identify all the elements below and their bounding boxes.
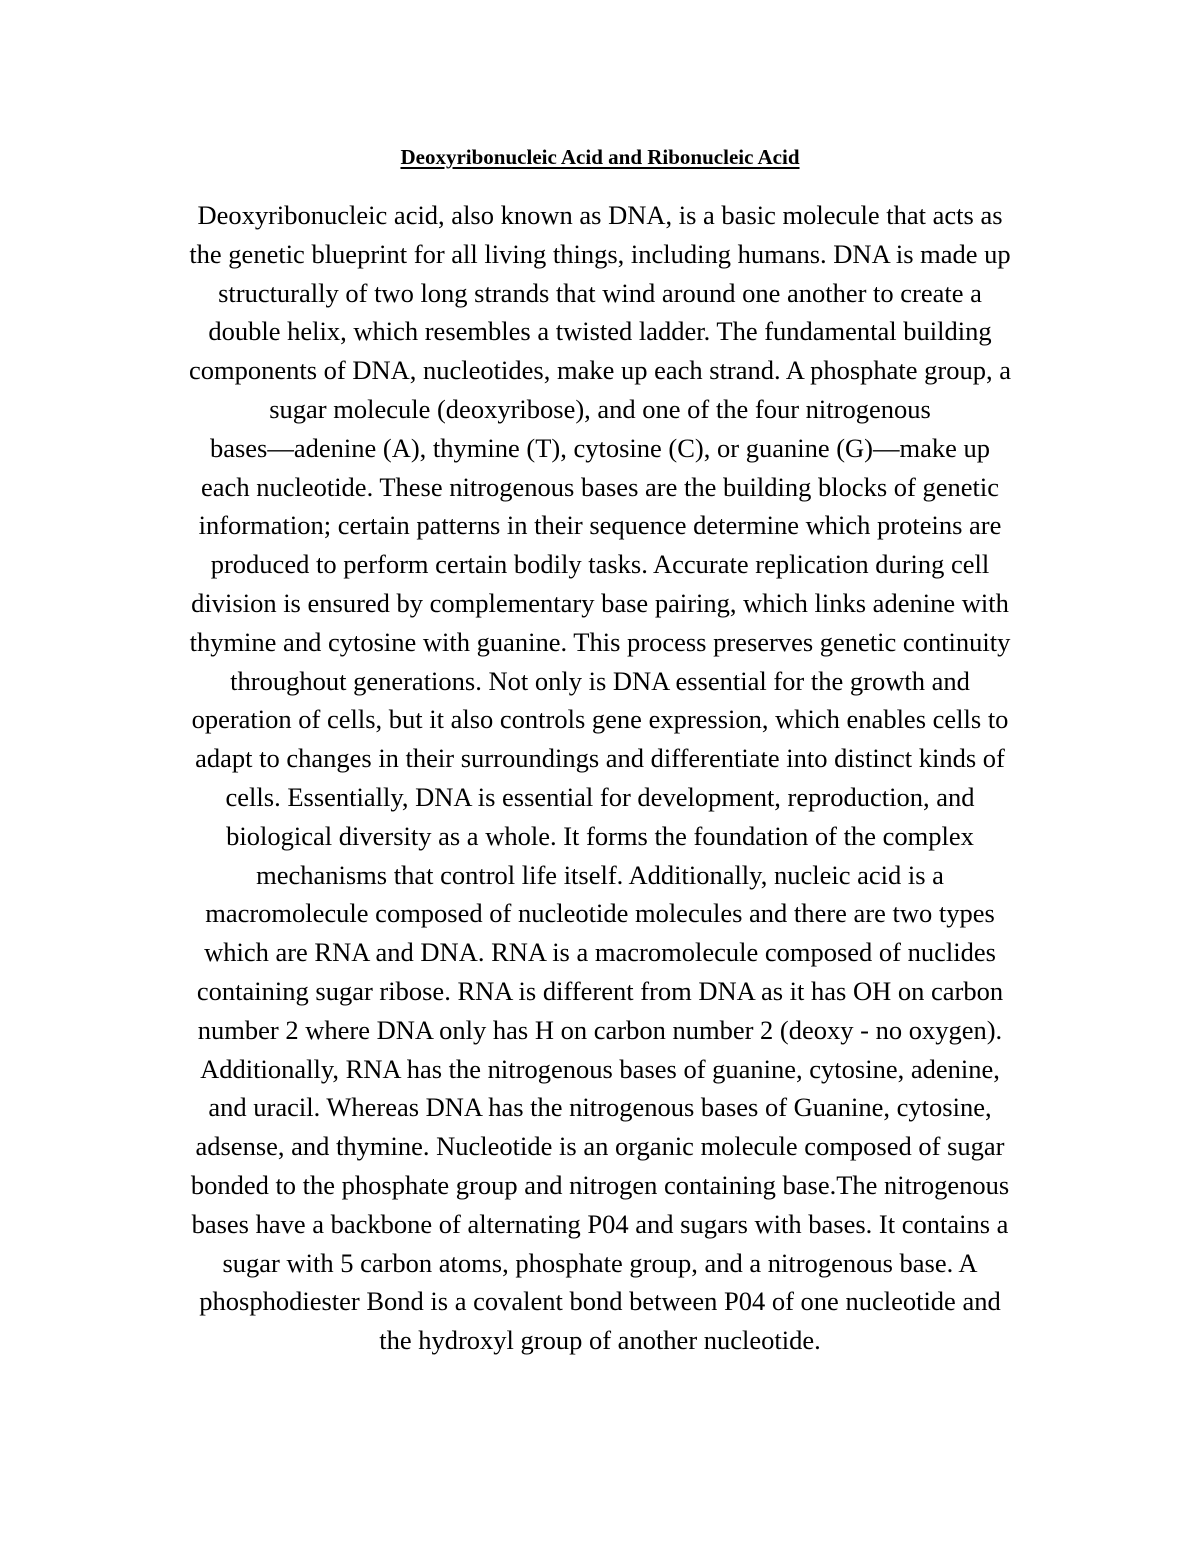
- body-line: containing sugar ribose. RNA is different from DNA as it has OH on carbon: [196, 975, 1004, 1006]
- body-line: the genetic blueprint for all living things, including humans. DNA is made up: [189, 238, 1011, 269]
- body-line: and uracil. Whereas DNA has the nitrogenous bases of Guanine, cytosine,: [208, 1092, 992, 1123]
- body-line: the hydroxyl group of another nucleotide.: [379, 1325, 821, 1356]
- body-line: double helix, which resembles a twisted ladder. The fundamental building: [208, 316, 992, 347]
- body-line: cells. Essentially, DNA is essential for development, reproduction, and: [225, 781, 975, 812]
- body-line: adsense, and thymine. Nucleotide is an organic molecule composed of sugar: [195, 1131, 1005, 1162]
- body-line: bases have a backbone of alternating P04 and sugars with bases. It contains a: [191, 1208, 1009, 1239]
- body-line: sugar with 5 carbon atoms, phosphate group, and a nitrogenous base. A: [222, 1247, 978, 1278]
- body-line: information; certain patterns in their sequence determine which proteins are: [198, 510, 1002, 541]
- body-line: sugar molecule (deoxyribose), and one of the four nitrogenous: [269, 393, 931, 424]
- body-line: phosphodiester Bond is a covalent bond between P04 of one nucleotide and: [199, 1286, 1001, 1317]
- body-line: bases—adenine (A), thymine (T), cytosine (C), or guanine (G)—make up: [209, 432, 991, 463]
- document-title: Deoxyribonucleic Acid and Ribonucleic Acid: [400, 145, 800, 169]
- body-line: which are RNA and DNA. RNA is a macromolecule composed of nuclides: [204, 937, 996, 968]
- body-line: mechanisms that control life itself. Additionally, nucleic acid is a: [256, 859, 944, 890]
- body-line: components of DNA, nucleotides, make up each strand. A phosphate group, a: [188, 355, 1012, 386]
- body-line: Additionally, RNA has the nitrogenous bases of guanine, cytosine, adenine,: [200, 1053, 1000, 1084]
- body-line: division is ensured by complementary base pairing, which links adenine with: [191, 587, 1009, 618]
- body-line: bonded to the phosphate group and nitrogen containing base.The nitrogenous: [190, 1169, 1010, 1200]
- document-body: [0, 196, 1200, 1360]
- body-line: each nucleotide. These nitrogenous bases are the building blocks of genetic: [201, 471, 999, 502]
- body-line: operation of cells, but it also controls gene expression, which enables cells to: [191, 704, 1009, 735]
- body-line: number 2 where DNA only has H on carbon number 2 (deoxy - no oxygen).: [197, 1014, 1003, 1045]
- body-line: thymine and cytosine with guanine. This process preserves genetic continuity: [189, 626, 1011, 657]
- body-line: macromolecule composed of nucleotide molecules and there are two types: [205, 898, 995, 929]
- body-line: structurally of two long strands that wind around one another to create a: [218, 277, 982, 308]
- body-line: throughout generations. Not only is DNA essential for the growth and: [230, 665, 970, 696]
- body-line: adapt to changes in their surroundings and differentiate into distinct kinds of: [195, 743, 1005, 774]
- body-line: produced to perform certain bodily tasks. Accurate replication during cell: [210, 549, 990, 580]
- body-line: Deoxyribonucleic acid, also known as DNA, is a basic molecule that acts as: [197, 200, 1003, 230]
- body-line: biological diversity as a whole. It forms the foundation of the complex: [226, 820, 974, 851]
